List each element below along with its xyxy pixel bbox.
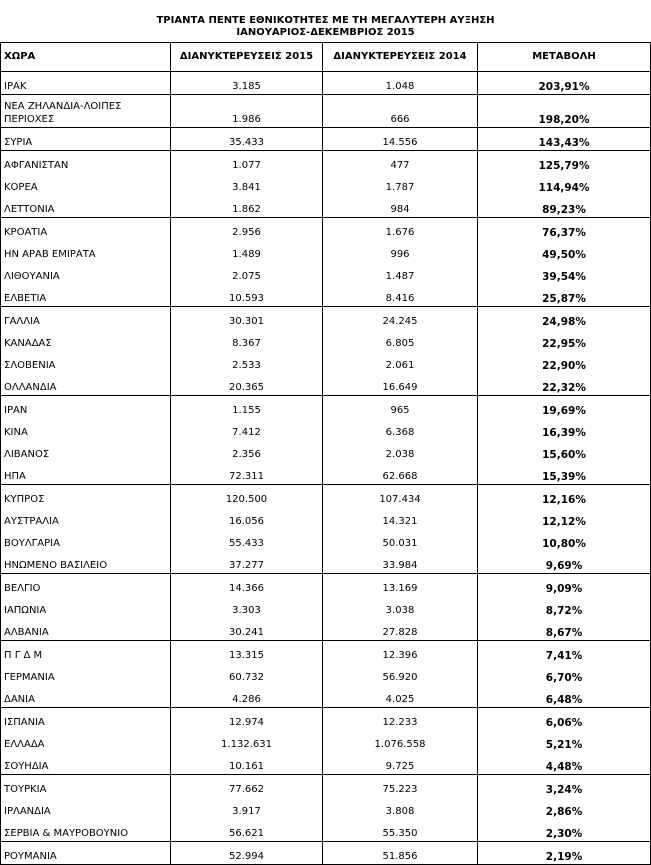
overnights-2015-cell: 30.301 xyxy=(171,307,323,330)
country-cell: ΗΝΩΜΕΝΟ ΒΑΣΙΛΕΙΟ xyxy=(1,551,171,574)
country-cell: Π Γ Δ Μ xyxy=(1,641,171,664)
country-cell: ΒΕΛΓΙΟ xyxy=(1,574,171,597)
table-row xyxy=(1,775,651,798)
table-row xyxy=(1,797,651,819)
country-cell: ΙΡΑΚ xyxy=(1,72,171,95)
change-cell: 15,39% xyxy=(478,462,651,485)
overnights-2015-cell: 52.994 xyxy=(171,842,323,865)
change-cell: 22,95% xyxy=(478,329,651,351)
overnights-2015-cell: 2.356 xyxy=(171,440,323,462)
overnights-2014-cell: 13.169 xyxy=(323,574,478,597)
overnights-2014-cell: 14.556 xyxy=(323,128,478,151)
header-country: ΧΩΡΑ xyxy=(1,43,171,72)
overnights-2014-cell: 75.223 xyxy=(323,775,478,798)
change-cell: 5,21% xyxy=(478,730,651,752)
overnights-2015-cell: 2.533 xyxy=(171,351,323,373)
table-row xyxy=(1,485,651,508)
overnights-2015-cell: 60.732 xyxy=(171,663,323,685)
table-row xyxy=(1,462,651,485)
table-row xyxy=(1,819,651,842)
change-cell: 16,39% xyxy=(478,418,651,440)
overnights-2015-cell: 3.917 xyxy=(171,797,323,819)
country-cell: ΕΛΒΕΤΙΑ xyxy=(1,284,171,307)
table-row xyxy=(1,173,651,195)
overnights-2015-cell: 2.956 xyxy=(171,218,323,241)
table-row xyxy=(1,151,651,174)
table-row xyxy=(1,307,651,330)
change-cell: 6,70% xyxy=(478,663,651,685)
overnights-2015-cell: 1.986 xyxy=(171,95,323,128)
change-cell: 39,54% xyxy=(478,262,651,284)
table-row xyxy=(1,596,651,618)
change-cell: 2,30% xyxy=(478,819,651,842)
overnights-2015-cell: 56.621 xyxy=(171,819,323,842)
overnights-2015-cell: 10.161 xyxy=(171,752,323,775)
overnights-2014-cell: 8.416 xyxy=(323,284,478,307)
change-cell: 198,20% xyxy=(478,95,651,128)
overnights-2015-cell: 1.155 xyxy=(171,396,323,419)
change-cell: 203,91% xyxy=(478,72,651,95)
table-row xyxy=(1,574,651,597)
overnights-2014-cell: 3.038 xyxy=(323,596,478,618)
overnights-2015-cell: 1.489 xyxy=(171,240,323,262)
change-cell: 4,48% xyxy=(478,752,651,775)
header-overnights-2015: ΔΙΑΝΥΚΤΕΡΕΥΣΕΙΣ 2015 xyxy=(171,43,323,72)
overnights-2014-cell: 33.984 xyxy=(323,551,478,574)
table-row xyxy=(1,551,651,574)
change-cell: 3,24% xyxy=(478,775,651,798)
overnights-2014-cell: 62.668 xyxy=(323,462,478,485)
change-cell: 6,48% xyxy=(478,685,651,708)
overnights-2015-cell: 7.412 xyxy=(171,418,323,440)
overnights-2014-cell: 1.676 xyxy=(323,218,478,241)
country-cell: ΟΛΛΑΝΔΙΑ xyxy=(1,373,171,396)
table-row xyxy=(1,730,651,752)
country-cell: ΚΙΝΑ xyxy=(1,418,171,440)
overnights-2014-cell: 12.396 xyxy=(323,641,478,664)
country-cell: ΒΟΥΛΓΑΡΙΑ xyxy=(1,529,171,551)
country-cell: ΔΑΝΙΑ xyxy=(1,685,171,708)
overnights-2014-cell: 996 xyxy=(323,240,478,262)
country-cell: ΣΕΡΒΙΑ & ΜΑΥΡΟΒΟΥΝΙΟ xyxy=(1,819,171,842)
change-cell: 10,80% xyxy=(478,529,651,551)
change-cell: 7,41% xyxy=(478,641,651,664)
overnights-2015-cell: 16.056 xyxy=(171,507,323,529)
change-cell: 22,32% xyxy=(478,373,651,396)
change-cell: 24,98% xyxy=(478,307,651,330)
change-cell: 22,90% xyxy=(478,351,651,373)
overnights-2014-cell: 9.725 xyxy=(323,752,478,775)
table-row xyxy=(1,663,651,685)
table-row xyxy=(1,218,651,241)
table-row xyxy=(1,396,651,419)
country-cell: ΣΛΟΒΕΝΙΑ xyxy=(1,351,171,373)
overnights-2015-cell: 72.311 xyxy=(171,462,323,485)
table-title: ΤΡΙΑΝΤΑ ΠΕΝΤΕ ΕΘΝΙΚΟΤΗΤΕΣ ΜΕ ΤΗ ΜΕΓΑΛΥΤΕΡΗ ΑΥΞΗΣΗ xyxy=(156,15,495,26)
overnights-2014-cell: 107.434 xyxy=(323,485,478,508)
change-cell: 143,43% xyxy=(478,128,651,151)
country-cell: ΣΟΥΗΔΙΑ xyxy=(1,752,171,775)
overnights-2014-cell: 2.038 xyxy=(323,440,478,462)
overnights-2015-cell: 20.365 xyxy=(171,373,323,396)
table-row xyxy=(1,329,651,351)
header-change: ΜΕΤΑΒΟΛΗ xyxy=(478,43,651,72)
overnights-2015-cell: 8.367 xyxy=(171,329,323,351)
overnights-2014-cell: 984 xyxy=(323,195,478,218)
overnights-2015-cell: 1.862 xyxy=(171,195,323,218)
overnights-2015-cell: 3.303 xyxy=(171,596,323,618)
table-row xyxy=(1,195,651,218)
country-cell: ΓΕΡΜΑΝΙΑ xyxy=(1,663,171,685)
overnights-2014-cell: 14.321 xyxy=(323,507,478,529)
country-cell: ΛΕΤΤΟΝΙΑ xyxy=(1,195,171,218)
nationalities-table xyxy=(0,42,651,865)
country-cell: ΚΥΠΡΟΣ xyxy=(1,485,171,508)
overnights-2014-cell: 50.031 xyxy=(323,529,478,551)
overnights-2015-cell: 2.075 xyxy=(171,262,323,284)
header-row xyxy=(1,43,651,72)
overnights-2014-cell: 1.487 xyxy=(323,262,478,284)
change-cell: 6,06% xyxy=(478,708,651,731)
country-cell: ΚΡΟΑΤΙΑ xyxy=(1,218,171,241)
overnights-2014-cell: 477 xyxy=(323,151,478,174)
overnights-2015-cell: 12.974 xyxy=(171,708,323,731)
overnights-2014-cell: 24.245 xyxy=(323,307,478,330)
country-cell: ΗΝ ΑΡΑΒ ΕΜΙΡΑΤΑ xyxy=(1,240,171,262)
overnights-2014-cell: 27.828 xyxy=(323,618,478,641)
change-cell: 25,87% xyxy=(478,284,651,307)
overnights-2015-cell: 10.593 xyxy=(171,284,323,307)
country-cell: ΝΕΑ ΖΗΛΑΝΔΙΑ-ΛΟΙΠΕΣ ΠΕΡΙΟΧΕΣ xyxy=(1,95,171,128)
country-cell: ΑΦΓΑΝΙΣΤΑΝ xyxy=(1,151,171,174)
table-row xyxy=(1,373,651,396)
country-cell: ΛΙΘΟΥΑΝΙΑ xyxy=(1,262,171,284)
overnights-2014-cell: 2.061 xyxy=(323,351,478,373)
overnights-2014-cell: 965 xyxy=(323,396,478,419)
country-cell: ΚΑΝΑΔΑΣ xyxy=(1,329,171,351)
table-row xyxy=(1,842,651,865)
overnights-2014-cell: 12.233 xyxy=(323,708,478,731)
overnights-2015-cell: 30.241 xyxy=(171,618,323,641)
overnights-2015-cell: 3.185 xyxy=(171,72,323,95)
change-cell: 19,69% xyxy=(478,396,651,419)
country-cell: ΗΠΑ xyxy=(1,462,171,485)
overnights-2014-cell: 4.025 xyxy=(323,685,478,708)
overnights-2015-cell: 4.286 xyxy=(171,685,323,708)
table-row xyxy=(1,507,651,529)
country-cell: ΙΡΑΝ xyxy=(1,396,171,419)
overnights-2014-cell: 56.920 xyxy=(323,663,478,685)
table-row xyxy=(1,95,651,128)
country-cell: ΚΟΡΕΑ xyxy=(1,173,171,195)
overnights-2015-cell: 13.315 xyxy=(171,641,323,664)
change-cell: 49,50% xyxy=(478,240,651,262)
change-cell: 2,86% xyxy=(478,797,651,819)
overnights-2014-cell: 55.350 xyxy=(323,819,478,842)
country-cell: ΛΙΒΑΝΟΣ xyxy=(1,440,171,462)
overnights-2014-cell: 666 xyxy=(323,95,478,128)
change-cell: 125,79% xyxy=(478,151,651,174)
country-cell: ΤΟΥΡΚΙΑ xyxy=(1,775,171,798)
country-cell: ΡΟΥΜΑΝΙΑ xyxy=(1,842,171,865)
overnights-2014-cell: 1.076.558 xyxy=(323,730,478,752)
overnights-2015-cell: 120.500 xyxy=(171,485,323,508)
overnights-2015-cell: 1.077 xyxy=(171,151,323,174)
overnights-2015-cell: 77.662 xyxy=(171,775,323,798)
country-cell: ΕΛΛΑΔΑ xyxy=(1,730,171,752)
overnights-2015-cell: 37.277 xyxy=(171,551,323,574)
change-cell: 12,12% xyxy=(478,507,651,529)
country-cell: ΑΥΣΤΡΑΛΙΑ xyxy=(1,507,171,529)
country-cell: ΣΥΡΙΑ xyxy=(1,128,171,151)
change-cell: 9,69% xyxy=(478,551,651,574)
table-row xyxy=(1,418,651,440)
overnights-2014-cell: 3.808 xyxy=(323,797,478,819)
table-row xyxy=(1,618,651,641)
table-row xyxy=(1,708,651,731)
country-cell: ΙΑΠΩΝΙΑ xyxy=(1,596,171,618)
change-cell: 9,09% xyxy=(478,574,651,597)
table-row xyxy=(1,351,651,373)
overnights-2015-cell: 3.841 xyxy=(171,173,323,195)
table-row xyxy=(1,262,651,284)
change-cell: 8,67% xyxy=(478,618,651,641)
country-cell: ΙΡΛΑΝΔΙΑ xyxy=(1,797,171,819)
overnights-2014-cell: 16.649 xyxy=(323,373,478,396)
table-subtitle: ΙΑΝΟΥΑΡΙΟΣ-ΔΕΚΕΜΒΡΙΟΣ 2015 xyxy=(236,27,415,38)
change-cell: 15,60% xyxy=(478,440,651,462)
overnights-2015-cell: 1.132.631 xyxy=(171,730,323,752)
table-row xyxy=(1,641,651,664)
change-cell: 8,72% xyxy=(478,596,651,618)
change-cell: 89,23% xyxy=(478,195,651,218)
country-cell: ΙΣΠΑΝΙΑ xyxy=(1,708,171,731)
overnights-2015-cell: 35.433 xyxy=(171,128,323,151)
table-row xyxy=(1,752,651,775)
overnights-2014-cell: 1.048 xyxy=(323,72,478,95)
table-row xyxy=(1,72,651,95)
overnights-2014-cell: 1.787 xyxy=(323,173,478,195)
change-cell: 12,16% xyxy=(478,485,651,508)
overnights-2014-cell: 6.805 xyxy=(323,329,478,351)
change-cell: 2,19% xyxy=(478,842,651,865)
table-row xyxy=(1,284,651,307)
table-row xyxy=(1,529,651,551)
overnights-2015-cell: 55.433 xyxy=(171,529,323,551)
table-row xyxy=(1,440,651,462)
country-cell: ΓΑΛΛΙΑ xyxy=(1,307,171,330)
country-cell: ΑΛΒΑΝΙΑ xyxy=(1,618,171,641)
overnights-2015-cell: 14.366 xyxy=(171,574,323,597)
header-overnights-2014: ΔΙΑΝΥΚΤΕΡΕΥΣΕΙΣ 2014 xyxy=(323,43,478,72)
table-row xyxy=(1,128,651,151)
table-row xyxy=(1,240,651,262)
change-cell: 76,37% xyxy=(478,218,651,241)
overnights-2014-cell: 51.856 xyxy=(323,842,478,865)
change-cell: 114,94% xyxy=(478,173,651,195)
overnights-2014-cell: 6.368 xyxy=(323,418,478,440)
table-row xyxy=(1,685,651,708)
